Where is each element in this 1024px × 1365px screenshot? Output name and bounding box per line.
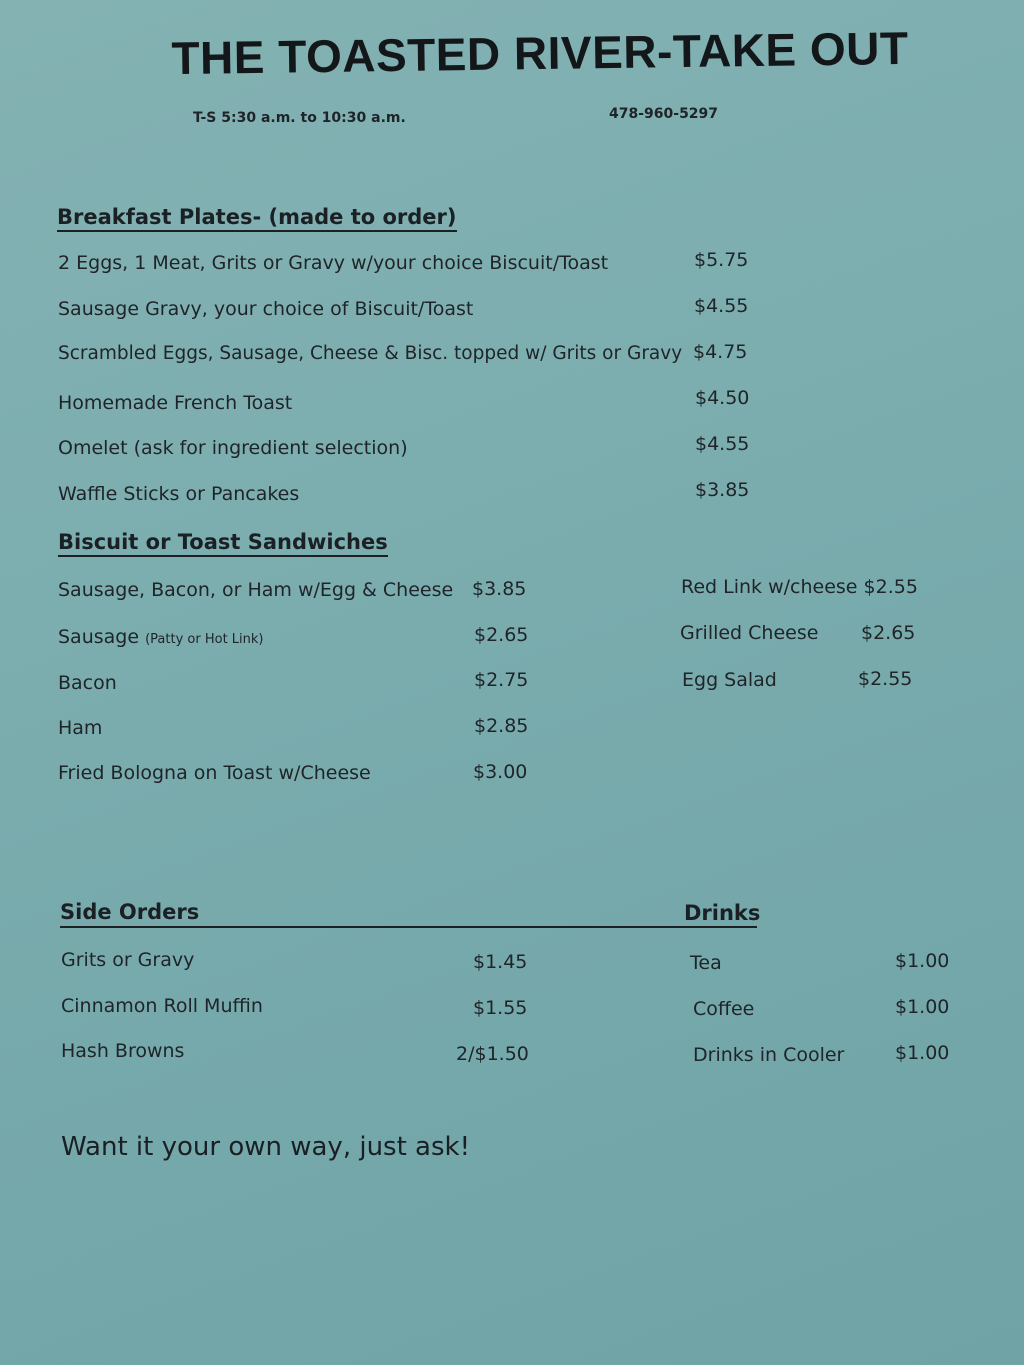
side-price: 2/$1.50 (456, 1043, 529, 1065)
drink-price: $1.00 (895, 950, 950, 972)
sandwich-extra-item (681, 576, 918, 598)
sides-heading: Side Orders (60, 900, 200, 924)
side-item: Grits or Gravy (61, 949, 195, 971)
breakfast-item: Sausage Gravy, your choice of Biscuit/Toast (58, 298, 474, 320)
sandwich-item-note: (Patty or Hot Link) (145, 632, 264, 647)
sandwich-price: $2.65 (474, 624, 529, 646)
footer-note: Want it your own way, just ask! (61, 1132, 471, 1162)
side-price: $1.55 (473, 997, 528, 1019)
sandwich-item: Sausage, Bacon, or Ham w/Egg & Cheese (58, 579, 454, 601)
sandwich-item-name: Sausage (58, 626, 140, 648)
breakfast-item: Waffle Sticks or Pancakes (58, 483, 300, 505)
breakfast-price: $3.85 (695, 479, 750, 501)
breakfast-price: $4.50 (695, 387, 750, 409)
sandwich-extra-item: Egg Salad (682, 669, 777, 691)
drink-price: $1.00 (895, 996, 950, 1018)
drink-item: Drinks in Cooler (693, 1044, 845, 1066)
breakfast-price: $4.55 (694, 295, 749, 317)
sandwich-item (58, 626, 264, 648)
breakfast-price: $5.75 (694, 249, 749, 271)
side-price: $1.45 (473, 951, 528, 973)
breakfast-price: $4.75 (693, 341, 748, 363)
sandwiches-heading: Biscuit or Toast Sandwiches (58, 530, 388, 557)
sandwich-extra-price: $2.55 (858, 668, 913, 690)
drink-price: $1.00 (895, 1042, 950, 1064)
breakfast-item: Omelet (ask for ingredient selection) (58, 437, 408, 459)
sandwich-extra-price: $2.55 (863, 576, 918, 598)
breakfast-heading: Breakfast Plates- (made to order) (57, 205, 457, 232)
sandwich-price: $2.75 (474, 669, 529, 691)
sandwich-item: Ham (58, 717, 103, 739)
menu-title: THE TOASTED RIVER-TAKE OUT (171, 21, 909, 85)
sandwich-price: $3.85 (472, 578, 527, 600)
section-divider (60, 926, 757, 928)
hours-text: T-S 5:30 a.m. to 10:30 a.m. (193, 110, 406, 126)
sandwich-item: Fried Bologna on Toast w/Cheese (58, 762, 371, 784)
sandwich-extra-price: $2.65 (861, 622, 916, 644)
breakfast-item: Homemade French Toast (58, 392, 293, 414)
breakfast-price: $4.55 (695, 433, 750, 455)
phone-number: 478-960-5297 (609, 106, 719, 122)
breakfast-item: Scrambled Eggs, Sausage, Cheese & Bisc. topped w/ Grits or Gravy (58, 343, 683, 364)
sandwich-extra-name: Red Link w/cheese (681, 576, 858, 598)
drink-item: Tea (690, 952, 722, 974)
sandwich-price: $3.00 (473, 761, 528, 783)
breakfast-item: 2 Eggs, 1 Meat, Grits or Gravy w/your choice Biscuit/Toast (58, 252, 609, 274)
drink-item: Coffee (693, 998, 755, 1020)
drinks-heading: Drinks (684, 901, 761, 925)
sandwich-extra-item: Grilled Cheese (680, 622, 819, 644)
side-item: Cinnamon Roll Muffin (61, 995, 263, 1017)
sandwich-price: $2.85 (474, 715, 529, 737)
sandwich-item: Bacon (58, 672, 117, 694)
side-item: Hash Browns (61, 1040, 185, 1062)
